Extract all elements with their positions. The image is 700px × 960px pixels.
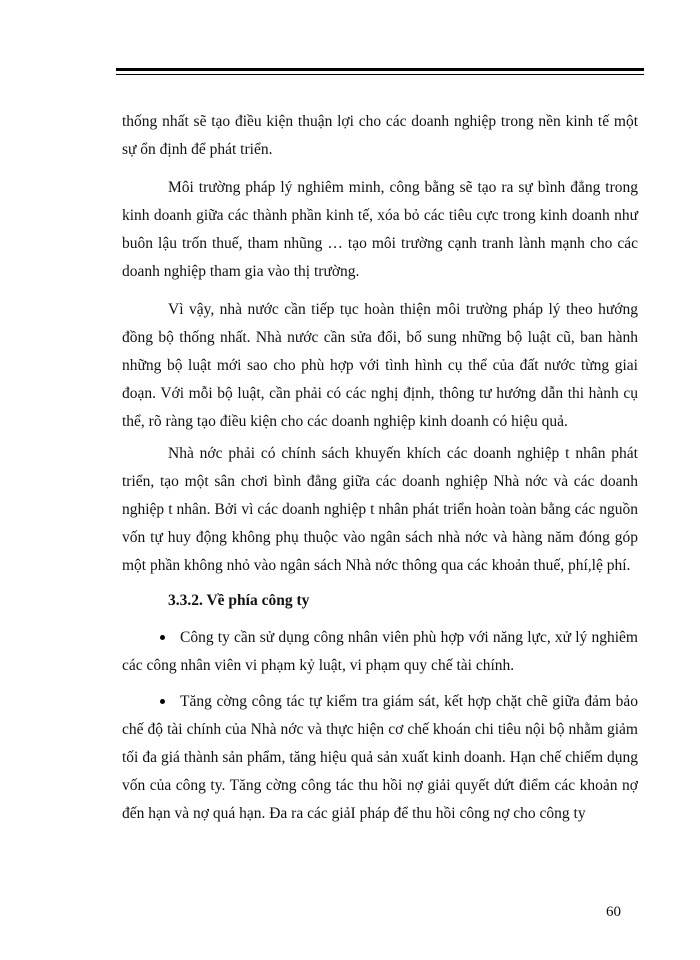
section-heading: 3.3.2. Về phía công ty bbox=[168, 592, 310, 609]
paragraph-private-enterprise: Nhà nớc phải có chính sách khuyến khích các doanh nghiệp t nhân phát triển, tạo một sân chơi bình đẳng giữa các doanh nghiệp Nhà nớc và các doanh nghiệp t nhân. Bởi vì các doanh nghiệp t nhân phát triển hoàn toàn bằng các nguồn vốn tự huy động không phụ thuộc vào ngân sách nhà nớc và hàng năm đóng góp một phần không nhỏ vào ngân sách Nhà nớc thông qua các khoản thuế, phí,lệ phí. bbox=[122, 445, 638, 574]
bullet-dot-icon bbox=[160, 635, 165, 640]
paragraph-legal-reform: Vì vậy, nhà nước cần tiếp tục hoàn thiện môi trường pháp lý theo hướng đồng bộ thống nhất. Nhà nước cần sửa đổi, bổ sung những bộ luật cũ, ban hành những bộ luật mới sao cho phù hợp với tình hình cụ thể của đất nước từng giai đoạn. Với mỗi bộ luật, cần phải có các nghị định, thông tư hướng dẫn thi hành cụ thể, rõ ràng tạo điều kiện cho các doanh nghiệp kinh doanh có hiệu quả. bbox=[122, 301, 638, 430]
bullet-dot-icon bbox=[160, 699, 165, 704]
bullet-item-2 bbox=[122, 688, 638, 828]
bullet-item-1 bbox=[122, 624, 638, 680]
bullet-text: Tăng cờng công tác tự kiểm tra giám sát, kết hợp chặt chẽ giữa đảm bảo chế độ tài chính của Nhà nớc và thực hiện cơ chế khoán chi tiêu nội bộ nhằm giảm tối đa giá thành sản phẩm, tăng hiệu quả sản xuất kinh doanh. Hạn chế chiếm dụng vốn của công ty. Tăng cờng công tác thu hồi nợ giải quyết dứt điểm các khoản nợ đến hạn và nợ quá hạn. Đa ra các giảI pháp để thu hồi công nợ cho công ty bbox=[122, 693, 638, 822]
page-body bbox=[122, 108, 638, 828]
header-rule-thick bbox=[116, 68, 644, 71]
header-rule-thin bbox=[116, 74, 644, 75]
page-number: 60 bbox=[606, 904, 621, 920]
paragraph-continuation: thống nhất sẽ tạo điều kiện thuận lợi cho các doanh nghiệp trong nền kinh tế một sự ổn định để phát triển. bbox=[122, 113, 638, 158]
bullet-text: Công ty cần sử dụng công nhân viên phù hợp với năng lực, xử lý nghiêm các công nhân viên vi phạm kỷ luật, vi phạm quy chế tài chính. bbox=[122, 629, 638, 674]
paragraph-legal-environment: Môi trường pháp lý nghiêm minh, công bằng sẽ tạo ra sự bình đẳng trong kinh doanh giữa các thành phần kinh tế, xóa bỏ các tiêu cực trong kinh doanh như buôn lậu trốn thuế, tham nhũng … tạo môi trường cạnh tranh lành mạnh cho các doanh nghiệp tham gia vào thị trường. bbox=[122, 179, 638, 280]
